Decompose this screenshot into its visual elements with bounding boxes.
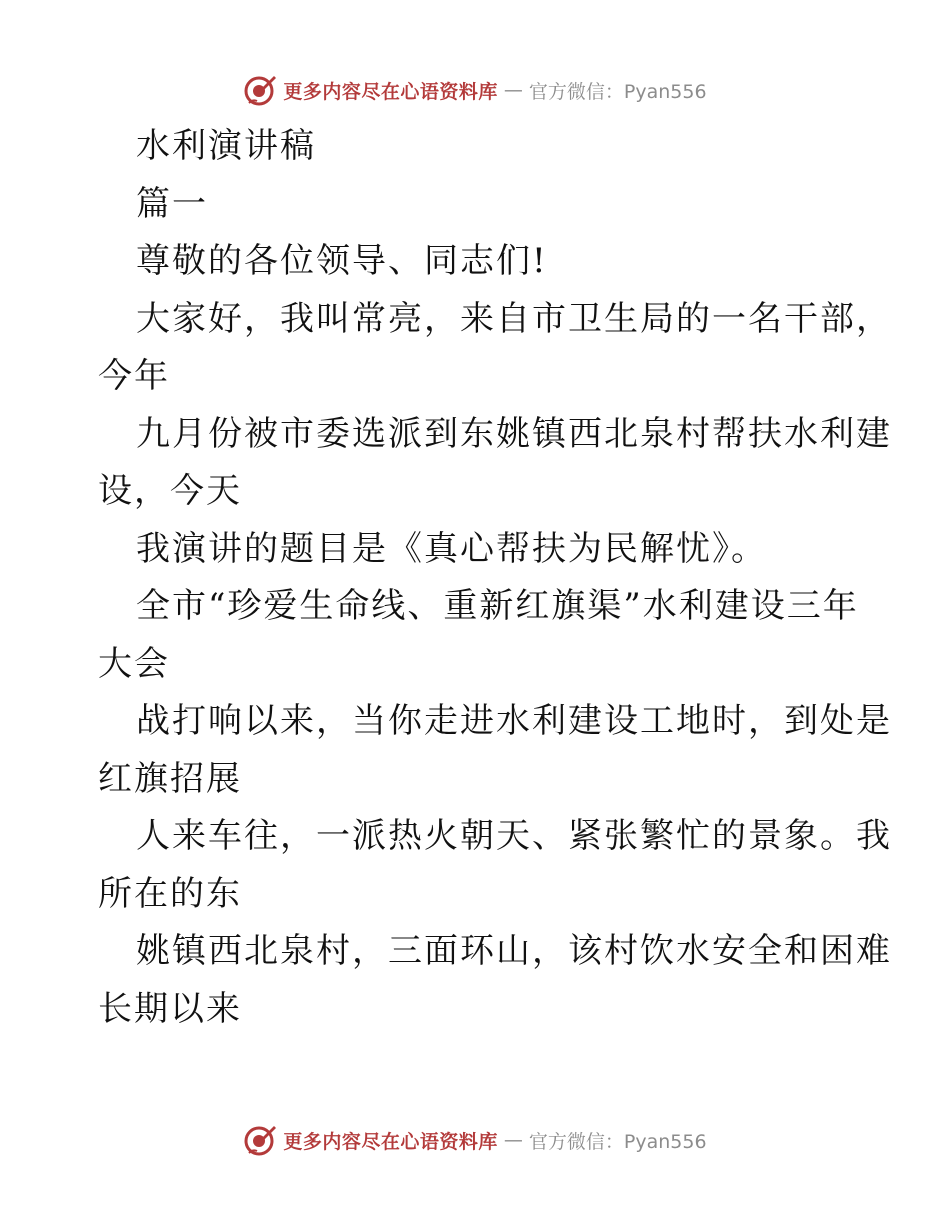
text-line: 大会 xyxy=(98,643,170,684)
footer-banner xyxy=(0,1120,950,1160)
text-line: 尊敬的各位领导、同志们! xyxy=(136,241,548,281)
text-line: 九月份被市委选派到东姚镇西北泉村帮扶水利建 xyxy=(136,413,892,454)
text-line: 人来车往，一派热火朝天、紧张繁忙的景象。我 xyxy=(136,816,892,856)
text-line: 战打响以来，当你走进水利建设工地时，到处是 xyxy=(136,701,892,741)
text-line: 红旗招展 xyxy=(98,758,242,799)
text-line: 设，今天 xyxy=(98,471,242,511)
footer-brand-text: 更多内容尽在心语资料库 xyxy=(283,1130,498,1153)
footer-wechat-text: 官方微信：Pyan556 xyxy=(528,1130,707,1153)
header-banner xyxy=(0,70,950,110)
text-line: 我演讲的题目是《真心帮扶为民解忧》。 xyxy=(136,528,767,569)
header-separator: — xyxy=(503,79,523,101)
text-line: 今年 xyxy=(98,356,170,396)
document-title: 水利演讲稿 xyxy=(136,126,316,166)
pen-logo-icon xyxy=(243,1123,277,1157)
section-heading: 篇一 xyxy=(136,183,208,224)
pen-logo-icon xyxy=(243,73,277,107)
header-wechat-text: 官方微信：Pyan556 xyxy=(528,80,707,103)
document-body xyxy=(98,118,892,1038)
text-line: 长期以来 xyxy=(98,988,242,1029)
header-brand-text: 更多内容尽在心语资料库 xyxy=(283,80,498,103)
footer-separator: — xyxy=(503,1129,523,1151)
text-line: 姚镇西北泉村，三面环山，该村饮水安全和困难 xyxy=(136,931,892,971)
text-line: 所在的东 xyxy=(98,873,242,914)
text-line: 全市“珍爱生命线、重新红旗渠”水利建设三年 xyxy=(136,586,859,626)
text-line: 大家好，我叫常亮，来自市卫生局的一名干部， xyxy=(136,298,892,339)
